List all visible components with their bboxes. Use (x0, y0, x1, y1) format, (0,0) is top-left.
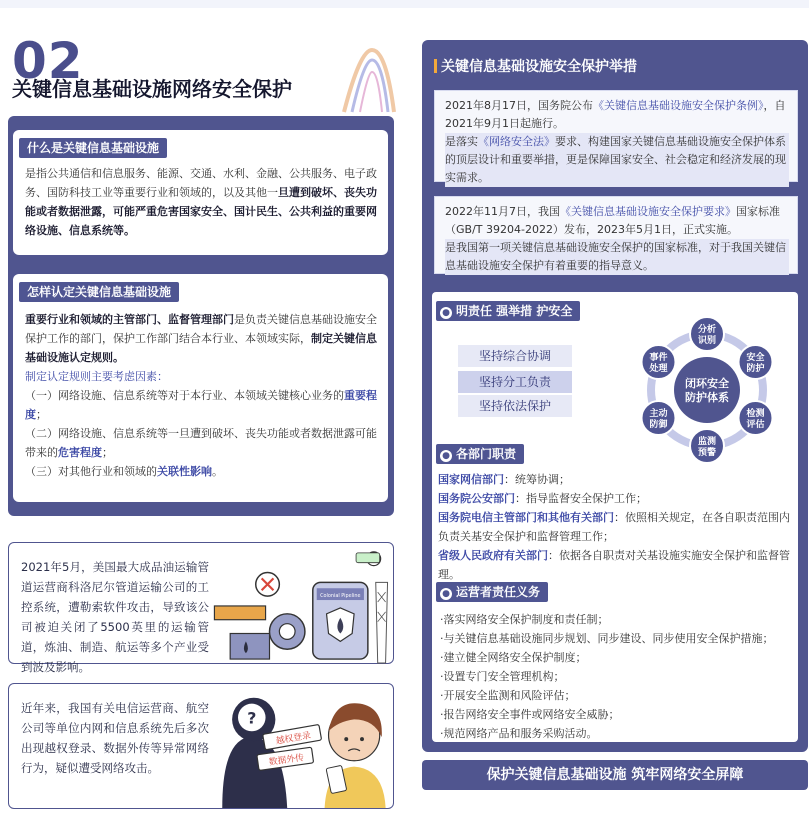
shield-icon: ● (440, 307, 452, 319)
loop-node-label: 分析 (697, 325, 717, 335)
duty-item: ·与关键信息基础设施同步规划、同步建设、同步使用安全保护措施； (440, 632, 774, 645)
tower-icon (376, 582, 388, 663)
duty-item: ·设置专门安全管理机构； (440, 670, 565, 683)
factors-title: 制定认定规则主要考虑因素： (25, 370, 168, 383)
duty-item: ·建立健全网络安全保护制度； (440, 651, 587, 664)
sign-text: 数据外传 (268, 753, 305, 768)
pipeline-illustration (207, 543, 393, 663)
footer-slogan: 保护关键信息基础设施 筑牢网络安全屏障 (422, 760, 808, 790)
duty-item: ·报告网络安全事件或网络安全威胁； (440, 708, 620, 721)
top-strip (0, 0, 809, 8)
loop-center-label: 闭环安全 (685, 377, 729, 390)
loop-node-label: 处理 (649, 364, 668, 374)
card-text: 重要行业和领域的主管部门、监督管理部门是负责关键信息基础设施安全保护工作的部门，保护工作部门结合本行业、本领域实际，制定关键信息基础设施认定规则。 制定认定规则主要考虑因素： （一）网络设施、信息系统等对于本行业、本领域关键核心业务的重要程度； （二）网络设施、信息系统等一旦遭到破坏、丧失功能或者数据泄露可能带来的危害程度； （三）对其他行业和领域的关联性影响。 (25, 310, 378, 481)
duty-item: ·落实网络安全保护制度和责任制； (440, 613, 609, 626)
card-tag: 怎样认定关键信息基础设施 (19, 282, 179, 302)
loop-center-label: 防护体系 (685, 391, 729, 404)
bridge-arch-illustration (338, 46, 398, 112)
regulation-box-2 (434, 196, 798, 274)
tank-icon (313, 582, 368, 659)
loop-node-label: 监测 (697, 437, 717, 447)
story-text: 近年来，我国有关电信运营商、航空公司等单位内网和信息系统先后多次出现越权登录、数据外传等异常网络行为，疑似遭受网络攻击。 (21, 701, 209, 775)
section-tag-operators: ● 运营者责任义务 (436, 582, 548, 602)
story-text: 2021年5月，美国最大成品油运输管道运营商科洛尼尔管道运输公司的工控系统，遭勒索软件攻击，导致该公司被迫关闭了5500英里的运输管道，炼油、制造、航运等多个产业受到波及影响。 (21, 560, 209, 674)
department-item: 国务院公安部门：指导监督安全保护工作； (438, 492, 647, 505)
valve-icon (214, 606, 304, 659)
regulation-text: 2022年11月7日，我国《关键信息基础设施安全保护要求》国家标准（GB/T 39204-2022）发布，2023年5月1日，正式实施。 是我国第一项关键信息基础设施安全保护的国家标准，对于我国关键信息基础设施安全保护有着重要的指导意义。 (445, 203, 789, 275)
card-what-is-cii (13, 130, 388, 255)
factor-3: （三）对其他行业和领域的关联性影响。 (25, 465, 223, 478)
loop-node-label: 防护 (746, 364, 765, 374)
loop-node-label: 评估 (746, 420, 765, 430)
operator-duty-list (440, 610, 796, 743)
warning-icon (256, 573, 280, 597)
department-item: 国家网信部门：统筹协调； (438, 473, 570, 486)
section-number: 02 (12, 32, 84, 90)
duty-item: ·规范网络产品和服务采购活动。 (440, 727, 598, 740)
department-item: 国务院电信主管部门和其他有关部门：依照相关规定，在各自职责范围内负责关基安全保护和监督管理工作； (438, 511, 790, 543)
loop-node-label: 防御 (649, 420, 668, 430)
principle-pill: 坚持综合协调 (458, 345, 572, 367)
regulation-text: 2021年8月17日，国务院公布《关键信息基础设施安全保护条例》，自2021年9月1日起施行。 是落实《网络安全法》要求、构建国家关键信息基础设施安全保护体系的顶层设计和重要举措，更是保障国家安全、社会稳定和经济发展的现实需求。 (445, 97, 789, 187)
hacker-illustration (207, 684, 393, 808)
card-how-to-identify (13, 274, 388, 502)
loop-node-label: 主动 (649, 409, 668, 419)
story-telecom-attack (8, 683, 394, 809)
device-label: Colonial Pipeline (320, 593, 361, 600)
department-list (438, 470, 794, 584)
section-tag-responsibility: ● 明责任 强举措 护安全 (436, 301, 580, 321)
card-tag: 什么是关键信息基础设施 (19, 138, 167, 158)
virus-icon (356, 552, 381, 566)
page-title: 关键信息基础设施网络安全保护 (12, 77, 292, 101)
loop-node-label: 事件 (649, 353, 668, 363)
loop-node-label: 预警 (697, 448, 717, 458)
duty-item: ·开展安全监测和风险评估； (440, 689, 576, 702)
loop-center (674, 357, 740, 423)
principle-pill: 坚持依法保护 (458, 395, 572, 417)
svg-text:?: ? (247, 708, 257, 728)
principle-pill: 坚持分工负责 (458, 371, 572, 393)
card-text: 是指公共通信和信息服务、能源、交通、水利、金融、公共服务、电子政务、国防科技工业等重要行业和领域的，以及其他一旦遭到破坏、丧失功能或者数据泄露，可能严重危害国家安全、国计民生、公共利益的重要网络设施、信息系统等。 (25, 167, 377, 237)
regulation-box-1 (434, 90, 798, 182)
story-pipeline-attack (8, 542, 394, 674)
loop-node-label: 识别 (697, 336, 717, 346)
loop-node-label: 检测 (746, 409, 765, 419)
shield-icon: ● (440, 588, 452, 600)
measures-heading: 关键信息基础设施安全保护举措 (434, 58, 637, 76)
section-tag-departments: ● 各部门职责 (436, 444, 524, 464)
department-item: 省级人民政府有关部门：依据各自职责对关基设施实施安全保护和监督管理。 (438, 549, 790, 581)
loop-node-label: 安全 (746, 353, 765, 363)
shield-icon: ● (440, 450, 452, 462)
worried-person-icon (325, 703, 386, 808)
factor-2: （二）网络设施、信息系统等一旦遭到破坏、丧失功能或者数据泄露可能带来的危害程度； (25, 427, 377, 459)
sign-text: 越权登录 (275, 730, 312, 747)
factor-1: （一）网络设施、信息系统等对于本行业、本领域关键核心业务的重要程度； (25, 389, 377, 421)
closed-loop-diagram (618, 308, 796, 470)
